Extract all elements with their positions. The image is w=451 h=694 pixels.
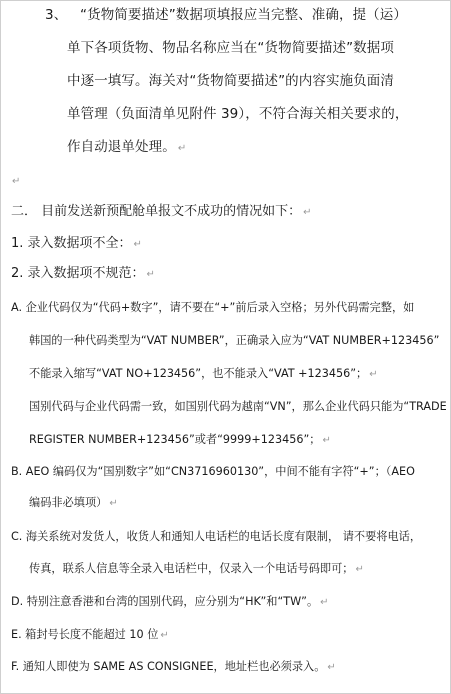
item3-line-4: 单管理（负面清单见附件 39），不符合海关相关要求的，: [67, 106, 409, 122]
point-e-line-1: E. 箱封号长度不能超过 10 位 ↵: [11, 628, 169, 641]
section2-heading: 二． 目前发送新预配舱单报文不成功的情况如下： ↵: [11, 204, 312, 219]
item3-number: 3、: [45, 7, 68, 23]
point-b-line-1: B. AEO 编码仅为“国别数字”如“CN3716960130”，中间不能有字符“+”；（AEO: [11, 465, 415, 478]
section2-item-1: 1. 录入数据项不全： ↵: [11, 236, 142, 251]
point-f-line-1: F. 通知人即使为 SAME AS CONSIGNEE，地址栏也必须录入。 ↵: [11, 660, 336, 673]
point-d-line-1: D. 特别注意香港和台湾的国别代码，应分别为“HK”和“TW”。 ↵: [11, 595, 329, 608]
empty-paragraph-mark: ↵: [12, 176, 21, 187]
point-c-line-1: C. 海关系统对发货人，收货人和通知人电话栏的电话长度有限制， 请不要将电话，: [11, 530, 422, 543]
point-a-line-5: REGISTER NUMBER+123456”或者“9999+123456”； ↵: [29, 433, 331, 446]
point-a-line-1: A. 企业代码仅为“代码+数字”，请不要在“+”前后录入空格；另外代码需完整，如: [11, 301, 415, 314]
item3-line-3: 中逐一填写。海关对“货物简要描述”的内容实施负面清: [67, 73, 394, 89]
item3-line-5: 作自动退单处理。 ↵: [67, 139, 187, 155]
point-a-line-3: 不能录入缩写“VAT NO+123456”，也不能录入“VAT +123456”； ↵: [29, 367, 378, 380]
item3-line-1: “货物简要描述”数据项填报应当完整、准确，提（运）: [80, 7, 407, 23]
paragraph-mark: ↵: [177, 143, 187, 154]
point-c-line-2: 传真，联系人信息等全录入电话栏中，仅录入一个电话号码即可； ↵: [29, 562, 364, 575]
point-a-line-2: 韩国的一种代码类型为“VAT NUMBER”，正确录入应为“VAT NUMBER+123456”: [29, 334, 440, 347]
item3-line-2: 单下各项货物、物品名称应当在“货物简要描述”数据项: [67, 40, 394, 56]
point-a-line-4: 国别代码与企业代码需一致，如国别代码为越南“VN”，那么企业代码只能为“TRADE: [29, 400, 447, 413]
section2-item-2: 2. 录入数据项不规范： ↵: [11, 266, 155, 281]
point-b-line-2: 编码非必填项） ↵: [29, 496, 118, 509]
